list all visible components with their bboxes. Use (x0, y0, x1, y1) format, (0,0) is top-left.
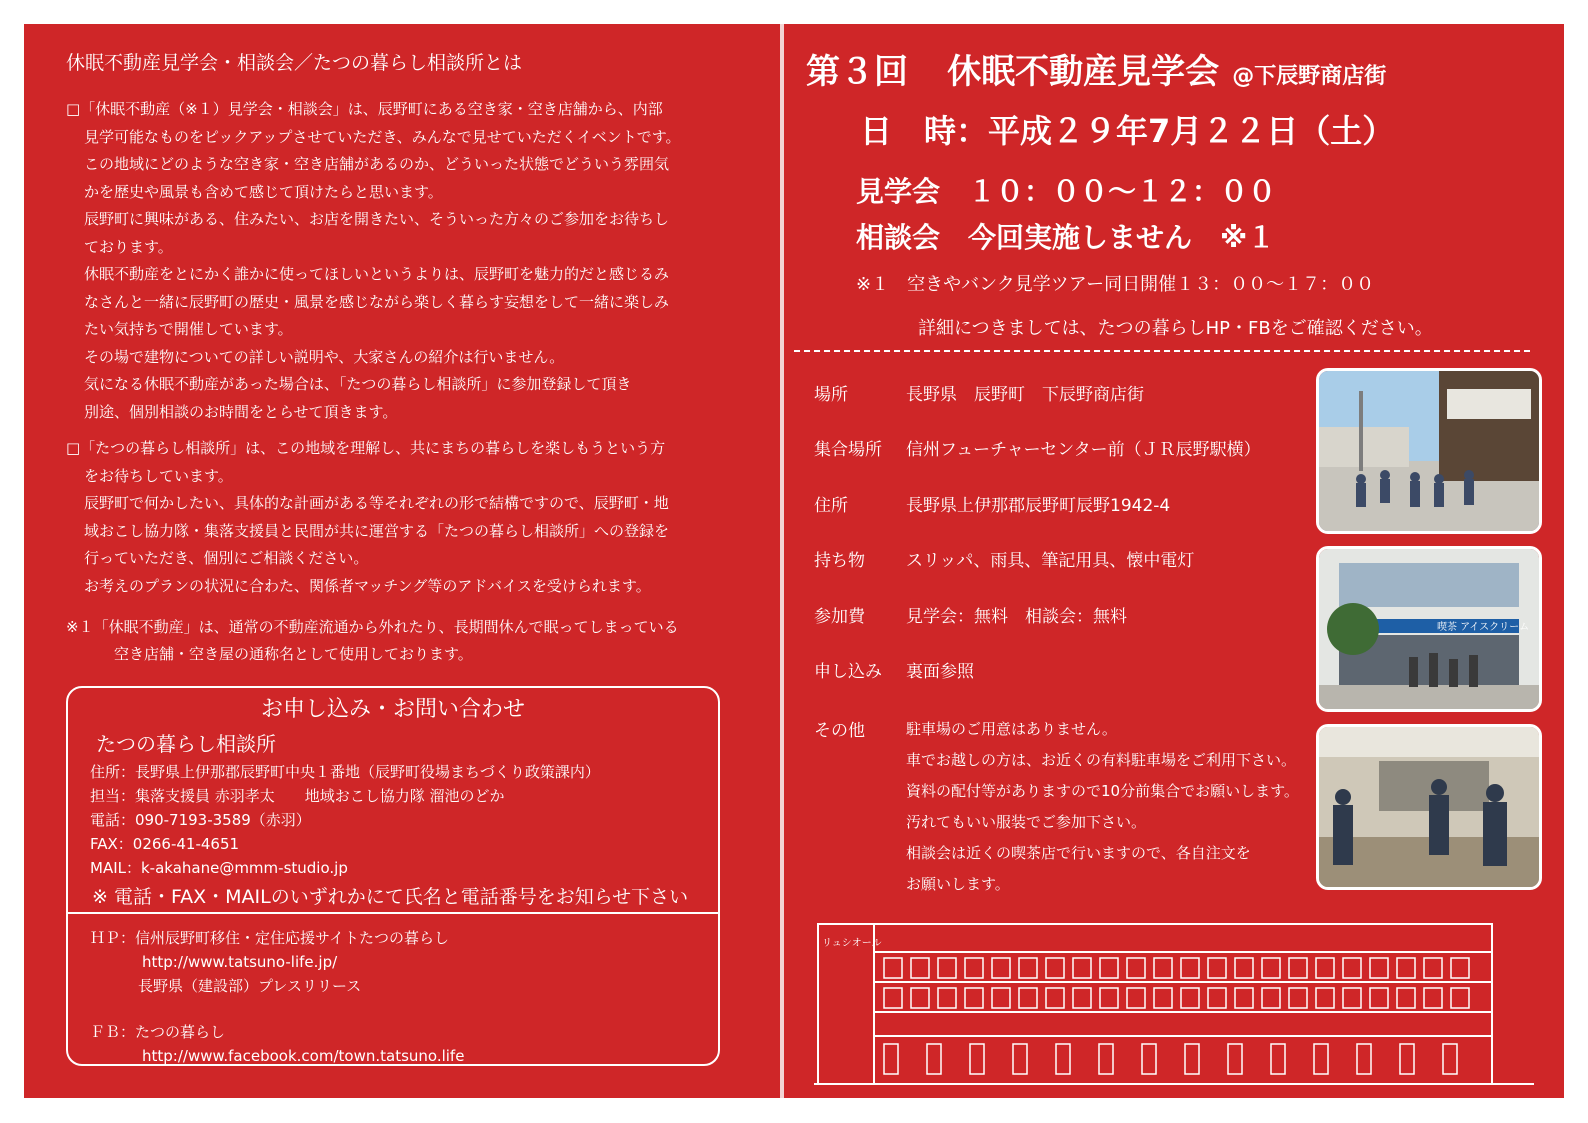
sketch-window (1154, 958, 1172, 978)
sketch-window (1046, 958, 1064, 978)
sketch-window (1154, 988, 1172, 1008)
sketch-window (911, 988, 929, 1008)
sketch-door (1099, 1044, 1113, 1074)
photo-street-tour (1316, 368, 1542, 534)
text-line: なさんと一緒に辰野町の歴史・風景を感じながら楽しく暮らす妄想をして一緒に楽しみ (84, 292, 670, 311)
sketch-door (1400, 1044, 1414, 1074)
sketch-window (1370, 988, 1388, 1008)
sketch-door (1142, 1044, 1156, 1074)
text-line: 辰野町で何かしたい、具体的な計画がある等それぞれの形で結構ですので、辰野町・地 (84, 494, 669, 512)
text-line: 辰野町に興味がある、住みたい、お店を開きたい、そういった方々のご参加をお待ちし (84, 210, 670, 228)
other-note-line: 相談会は近くの喫茶店で行いますので、各自注文を (906, 844, 1251, 862)
detail-value: 裏面参照 (906, 662, 974, 682)
sketch-window (1181, 958, 1199, 978)
detail-value: 信州フューチャーセンター前（ＪＲ辰野駅横） (906, 440, 1261, 461)
sketch-window (1262, 958, 1280, 978)
right-page (784, 24, 1564, 1098)
sketch-window (1262, 988, 1280, 1008)
sketch-door (1056, 1044, 1070, 1074)
sketch-window (1235, 958, 1253, 978)
title-round: 第３回 (806, 52, 908, 92)
other-note-line: 車でお越しの方は、お近くの有料駐車場をご利用下さい。 (906, 751, 1297, 769)
text-line: かを歴史や風景も含めて感じて頂けたらと思います。 (84, 182, 443, 201)
sketch-window (1208, 958, 1226, 978)
sketch-window (1343, 958, 1361, 978)
hp-label: ＨＰ：信州辰野町移住・定住応援サイトたつの暮らし (90, 929, 449, 947)
sketch-window (938, 958, 956, 978)
detail-value: スリッパ、雨具、筆記用具、懐中電灯 (906, 551, 1195, 572)
sketch-window (1073, 958, 1091, 978)
sketch-door (927, 1044, 941, 1074)
street-photo-illustration (1319, 371, 1539, 531)
contact-notice: ※ 電話・FAX・MAILのいずれかにて氏名と電話番号をお知らせ下さい (92, 886, 689, 908)
other-label: その他 (814, 721, 865, 741)
text-line: 気になる休眠不動産があった場合は、「たつの暮らし相談所」に参加登録して頂き (84, 375, 632, 393)
note-details: 詳細につきましては、たつの暮らしHP・FBをご確認ください。 (918, 318, 1433, 339)
text-line: お考えのプランの状況に合わた、関係者マッチング等のアドバイスを受けられます。 (84, 576, 651, 595)
text-line: 行っていただき、個別にご相談ください。 (84, 549, 369, 567)
text-line: をお待ちしています。 (84, 466, 233, 485)
intro-section-1 (66, 96, 766, 426)
sketch-door (884, 1044, 898, 1074)
detail-label: 集合場所 (814, 440, 882, 461)
sketch-window (884, 958, 902, 978)
sketch-window (1127, 988, 1145, 1008)
sketch-window (1127, 958, 1145, 978)
footnote: ※１「休眠不動産」は、通常の不動産流通から外れたり、長期間休んで眠ってしまっている 空き店舗・空き屋の通称名として使用しております。 (66, 618, 679, 663)
sketch-window (1451, 958, 1469, 978)
sketch-window (992, 988, 1010, 1008)
press-release[interactable]: 長野県（建設部）プレスリリース (138, 977, 362, 995)
sketch-window (1289, 958, 1307, 978)
note-tour: ※１ 空きやバンク見学ツアー同日開催１３：００～１７：００ (856, 274, 1375, 295)
sketch-window (1100, 958, 1118, 978)
interior-photo-illustration (1319, 727, 1539, 887)
contact-box (66, 686, 720, 1066)
text-line: たい気持ちで開催しています。 (84, 320, 293, 338)
sketch-sign: リュシオール (822, 938, 882, 949)
intro-section-2 (66, 435, 766, 600)
sketch-window (1451, 988, 1469, 1008)
fb-block (90, 1020, 464, 1068)
sketch-window (1289, 988, 1307, 1008)
detail-label: 申し込み (814, 662, 882, 682)
fb-label: ＦＢ：たつの暮らし (90, 1023, 226, 1041)
contact-phone: 電話：090-7193-3589（赤羽） (90, 811, 311, 829)
sketch-window (1316, 958, 1334, 978)
sketch-door (1357, 1044, 1371, 1074)
tour-time: 見学会 １０：００～１２：００ (856, 175, 1277, 208)
left-page (24, 24, 780, 1098)
sketch-window (884, 988, 902, 1008)
sketch-window (1343, 988, 1361, 1008)
sketch-window (1316, 988, 1334, 1008)
text-line: ております。 (84, 237, 173, 256)
detail-label: 持ち物 (814, 551, 865, 572)
hp-url[interactable]: http://www.tatsuno-life.jp/ (142, 953, 338, 971)
detail-value: 長野県 辰野町 下辰野商店街 (906, 385, 1144, 405)
sketch-door (1185, 1044, 1199, 1074)
text-line: 別途、個別相談のお時間をとらせて頂きます。 (84, 402, 398, 421)
text-line: 休眠不動産をとにかく誰かに使ってほしいというよりは、辰野町を魅力的だと感じるみ (84, 265, 670, 283)
sketch-door (1228, 1044, 1242, 1074)
shop-photo-illustration (1319, 549, 1539, 709)
sketch-window (1370, 958, 1388, 978)
fb-url[interactable]: http://www.facebook.com/town.tatsuno.life (142, 1047, 465, 1065)
other-note-line: 汚れてもいい服装でご参加下さい。 (906, 813, 1147, 831)
contact-address: 住所：長野県上伊那郡辰野町中央１番地（辰野町役場まちづくり政策課内） (90, 763, 600, 781)
contact-lines (90, 760, 600, 880)
detail-label: 参加費 (814, 606, 865, 627)
sketch-window (1424, 988, 1442, 1008)
contact-fax: FAX：0266-41-4651 (90, 835, 240, 853)
sketch-window (992, 958, 1010, 978)
photo-shop-front (1316, 546, 1542, 712)
sketch-door (1443, 1044, 1457, 1074)
sketch-door (1271, 1044, 1285, 1074)
shop-sign: 喫茶 アイスクリーム (1437, 622, 1530, 633)
sketch-window (1424, 958, 1442, 978)
sketch-window (1235, 988, 1253, 1008)
contact-person: 担当：集落支援員 赤羽孝太 地域おこし協力隊 溜池のどか (90, 787, 505, 805)
sketch-window (1046, 988, 1064, 1008)
text-line: この地域にどのような空き家・空き店舗があるのか、どういった状態でどういう雰囲気 (84, 155, 670, 173)
consult-status: 相談会 今回実施しません ※１ (856, 221, 1276, 254)
sketch-window (1073, 988, 1091, 1008)
sketch-window (938, 988, 956, 1008)
other-note-line: 資料の配付等がありますので10分前集合でお願いします。 (906, 782, 1299, 800)
sketch-window (1100, 988, 1118, 1008)
sketch-window (1208, 988, 1226, 1008)
sketch-window (965, 958, 983, 978)
sketch-windows (884, 958, 1469, 1074)
sketch-window (911, 958, 929, 978)
sketch-window (1019, 958, 1037, 978)
sketch-door (1013, 1044, 1027, 1074)
detail-value: 見学会：無料 相談会：無料 (906, 606, 1127, 627)
contact-divider (68, 912, 718, 914)
notes-divider (794, 350, 1530, 352)
other-notes (906, 714, 1299, 900)
sketch-window (1019, 988, 1037, 1008)
sketch-door (970, 1044, 984, 1074)
other-note-line: 駐車場のご用意はありません。 (906, 720, 1117, 738)
photo-interior (1316, 724, 1542, 890)
contact-org: たつの暮らし相談所 (96, 732, 276, 756)
detail-label: 場所 (814, 385, 848, 405)
text-line: □「たつの暮らし相談所」は、この地域を理解し、共にまちの暮らしを楽しもうという方 (66, 439, 666, 457)
sketch-window (1181, 988, 1199, 1008)
sketch-window (1397, 958, 1415, 978)
text-line: 域おこし協力隊・集落支援員と民間が共に運営する「たつの暮らし相談所」への登録を (84, 521, 670, 540)
hp-block (90, 926, 449, 998)
text-line: その場で建物についての詳しい説明や、大家さんの紹介は行いません。 (84, 347, 565, 366)
text-line: □「休眠不動産（※１）見学会・相談会」は、辰野町にある空き家・空き店舗から、内部 (66, 100, 663, 118)
title-main: 休眠不動産見学会 (947, 52, 1220, 92)
text-line: 見学可能なものをピックアップさせていただき、みんなで見せていただくイベントです。 (84, 127, 681, 146)
building-sketch (814, 916, 1534, 1096)
sketch-door (1314, 1044, 1328, 1074)
sketch-window (1397, 988, 1415, 1008)
detail-value: 長野県上伊那郡辰野町辰野1942-4 (906, 495, 1171, 516)
detail-label: 住所 (814, 495, 848, 516)
event-datetime: 日 時：平成２９年7月２２日（土） (860, 112, 1395, 150)
title-venue: @下辰野商店街 (1232, 64, 1387, 89)
contact-title: お申し込み・お問い合わせ (260, 697, 525, 722)
contact-mail[interactable]: MAIL：k-akahane@mmm-studio.jp (90, 859, 348, 877)
intro-heading: 休眠不動産見学会・相談会／たつの暮らし相談所とは (66, 52, 523, 74)
other-note-line: お願いします。 (906, 875, 1010, 893)
event-title (806, 44, 1386, 93)
sketch-window (965, 988, 983, 1008)
